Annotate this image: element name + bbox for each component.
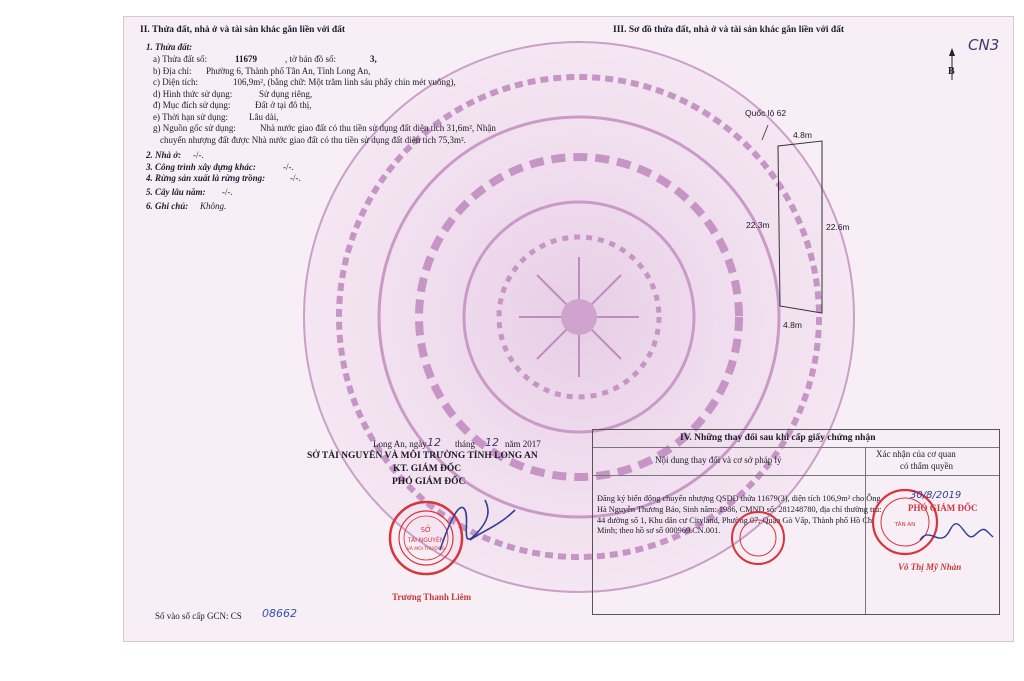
address-label: b) Địa chỉ: xyxy=(153,66,192,76)
north-label: B xyxy=(948,66,955,77)
origin-value-line2: chuyển nhượng đất được Nhà nước giao đất có thu tiền sử dụng đất diện tích 75,3m². xyxy=(160,135,466,145)
svg-text:VÀ MÔI TRƯỜNG: VÀ MÔI TRƯỜNG xyxy=(406,547,446,552)
address-value: Phường 6, Thành phố Tân An, Tỉnh Long An, xyxy=(206,66,371,76)
map-sheet-value: 3, xyxy=(370,54,377,64)
left-length-label: 22.3m xyxy=(746,220,770,230)
sign-month: 12 xyxy=(485,436,499,449)
handwritten-cn3-tag: CN3 xyxy=(968,36,1000,54)
north-arrow-icon xyxy=(944,46,960,84)
bottom-width-label: 4.8m xyxy=(783,320,802,330)
notes-label: 6. Ghi chú: xyxy=(146,201,189,211)
usage-form-label: d) Hình thức sử dụng: xyxy=(153,89,233,99)
section-4-title: IV. Những thay đổi sau khi cấp giấy chứng nhận xyxy=(680,433,876,443)
origin-value-line1: Nhà nước giao đất có thu tiền sử dụng đất diện tích 31,6m², Nhận xyxy=(260,123,496,133)
svg-text:TÂN AN: TÂN AN xyxy=(894,522,916,528)
role-label: PHÓ GIÁM ĐỐC xyxy=(392,477,466,487)
top-width-label: 4.8m xyxy=(793,130,812,140)
usage-form-value: Sử dụng riêng, xyxy=(259,89,313,99)
change-description: Đăng ký biến động chuyển nhượng QSDĐ thửa 11679(3), diện tích 106,9m² cho Ông Hà Nguyễn Thương Bảo, Sinh năm: 1986, CMND số: 281248780, địa chỉ thường trú: 44 đường số 1, Khu dân cư Cityland, Phường 07, Quận Gò Vấp, Thành phố Hồ Chí Minh; theo hồ sơ số 000969.CN.001. xyxy=(597,494,882,536)
house-value: -/-. xyxy=(193,150,204,160)
authority-column-header-line1: Xác nhận của cơ quan xyxy=(876,449,956,459)
usage-purpose-value: Đất ở tại đô thị, xyxy=(255,100,312,110)
confirm-date: 30/8/2019 xyxy=(910,490,962,501)
forest-value: -/-. xyxy=(290,173,301,183)
confirm-signer: Võ Thị Mỹ Nhàn xyxy=(898,562,962,572)
confirm-role: PHÓ GIÁM ĐỐC xyxy=(908,503,978,513)
construction-value: -/-. xyxy=(283,162,294,172)
sign-day: 12 xyxy=(427,436,441,449)
registry-number: 08662 xyxy=(262,607,297,620)
section-2-title: II. Thửa đất, nhà ở và tài sản khác gắn liền với đất xyxy=(140,25,346,35)
svg-text:TÀI NGUYÊN: TÀI NGUYÊN xyxy=(407,537,445,544)
place-prefix: Long An, ngày xyxy=(373,439,427,449)
construction-label: 3. Công trình xây dựng khác: xyxy=(146,162,256,172)
kt-label: KT. GIÁM ĐỐC xyxy=(393,464,462,474)
right-length-label: 22.6m xyxy=(826,222,850,232)
parcel-number-label: a) Thửa đất số: xyxy=(153,54,207,64)
area-label: c) Diện tích: xyxy=(153,77,198,87)
section-3-title: III. Sơ đồ thửa đất, nhà ở và tài sản khác gắn liền với đất xyxy=(613,25,845,35)
registry-label: Số vào sổ cấp GCN: CS xyxy=(155,611,242,621)
trees-value: -/-. xyxy=(222,187,233,197)
area-value: 106,9m², (bằng chữ: Một trăm linh sáu phẩy chín mét vuông), xyxy=(233,77,456,87)
trees-label: 5. Cây lâu năm: xyxy=(146,187,206,197)
origin-label: g) Nguồn gốc sử dụng: xyxy=(153,123,236,133)
map-sheet-label: , tờ bản đồ số: xyxy=(285,54,337,64)
year-label: năm 2017 xyxy=(505,439,541,449)
signature-scribble xyxy=(430,490,520,570)
usage-term-label: e) Thời hạn sử dụng: xyxy=(153,112,228,122)
confirm-signature-scribble xyxy=(915,515,995,555)
svg-text:SỞ: SỞ xyxy=(420,526,432,534)
content-column-header: Nội dung thay đổi và cơ sở pháp lý xyxy=(655,455,782,465)
notes-value: Không. xyxy=(200,201,227,211)
parcel-diagram xyxy=(740,110,850,320)
usage-term-value: Lâu dài, xyxy=(249,112,279,122)
usage-purpose-label: đ) Mục đích sử dụng: xyxy=(153,100,231,110)
stamp-icon xyxy=(718,508,798,568)
house-label: 2. Nhà ở: xyxy=(146,150,182,160)
parcel-number-value: 11679 xyxy=(235,54,258,64)
agency-name: SỞ TÀI NGUYÊN VÀ MÔI TRƯỜNG TỈNH LONG AN xyxy=(307,451,538,461)
land-heading: 1. Thửa đất: xyxy=(146,42,193,52)
authority-column-header-line2: có thẩm quyền xyxy=(900,461,953,471)
forest-label: 4. Rừng sản xuất là rừng trồng: xyxy=(146,173,266,183)
road-label: Quốc lộ 62 xyxy=(745,108,787,118)
signer-name: Trương Thanh Liêm xyxy=(392,592,472,602)
month-label: tháng xyxy=(455,439,475,449)
